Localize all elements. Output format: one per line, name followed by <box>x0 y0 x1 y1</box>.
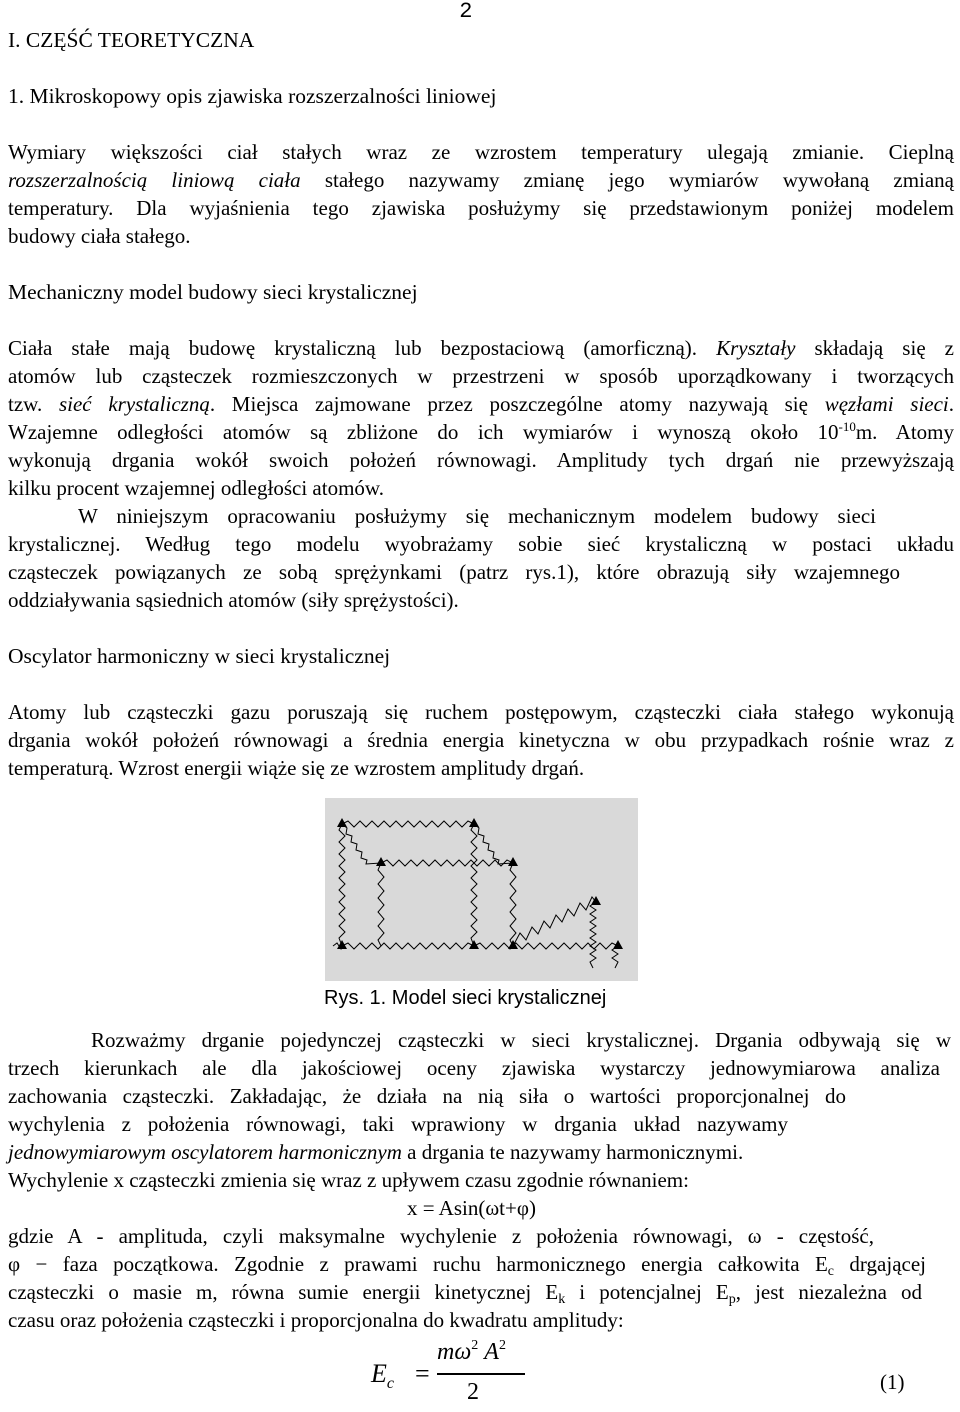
after-line-5: jednowymiarowym oscylatorem harmonicznym a drgania te nazywamy harmonicznymi. <box>8 1140 744 1164</box>
heading-model: Mechaniczny model budowy sieci krystalicznej <box>8 280 418 304</box>
model-line-2: atomów lub cząsteczek rozmieszczonych w przestrzeni w sposób uporządkowany i tworzących <box>8 364 954 388</box>
lattice-atoms <box>337 818 623 949</box>
model-line-8: krystalicznej. Według tego modelu wyobrażamy sobie sieć krystaliczną w postaci układu <box>8 532 954 556</box>
equation-number: (1) <box>880 1370 905 1394</box>
after-line-7: gdzie A - amplituda, czyli maksymalne wychylenie z położenia równowagi, ω - częstość, <box>8 1224 874 1248</box>
oscillator-line-3: temperaturą. Wzrost energii wiąże się ze wzrostem amplitudy drgań. <box>8 756 585 780</box>
intro-line-3: temperatury. Dla wyjaśnienia tego zjawiska posłużymy się przedstawionym poniżej modelem <box>8 196 954 220</box>
after-line-9: cząsteczki o masie m, równa sumie energii kinetycznej $E_k$ i potencjalnej $E_p$, jest niezależna od <box>8 1280 922 1307</box>
equation-denominator: 2 <box>467 1379 479 1405</box>
after-line-8: φ − faza początkowa. Zgodnie z prawami ruchu harmonicznego energia całkowita $E_c$ drgającej <box>8 1252 926 1279</box>
equation-numerator: $m\omega^2$ $A^2$ <box>437 1338 506 1365</box>
after-line-4: wychylenia z położenia równowagi, taki wprawiony w drgania układ nazywamy <box>8 1112 788 1136</box>
model-line-5: wykonują drgania wokół swoich położeń równowagi. Amplitudy tych drgań nie przewyższają <box>8 448 954 472</box>
section-title: I. CZĘŚĆ TEORETYCZNA <box>8 28 255 52</box>
model-line-6: kilku procent wzajemnej odległości atomów. <box>8 476 384 500</box>
figure-caption: Rys. 1. Model sieci krystalicznej <box>324 987 607 1009</box>
after-line-3: zachowania cząsteczki. Zakładając, że działa na nią siła o wartości proporcjonalnej do <box>8 1084 846 1108</box>
intro-line-1: Wymiary większości ciał stałych wraz ze wzrostem temperatury ulegają zmianie. Cieplną <box>8 140 954 164</box>
oscillator-line-2: drgania wokół położeń równowagi a średnia energia kinetyczna w obu przypadkach rośnie wraz z <box>8 728 954 752</box>
model-line-3: tzw. sieć krystaliczną. Miejsca zajmowane przez poszczególne atomy nazywają się węzłami sieci. <box>8 392 955 416</box>
equation-sin: x = Asin(ωt+φ) <box>407 1196 536 1220</box>
heading-oscillator: Oscylator harmoniczny w sieci krystalicznej <box>8 644 391 668</box>
after-line-10: czasu oraz położenia cząsteczki i proporcjonalna do kwadratu amplitudy: <box>8 1308 624 1332</box>
equation-lhs: $E_c$ <box>371 1359 394 1392</box>
equation-energy <box>371 1338 531 1412</box>
intro-line-4: budowy ciała stałego. <box>8 224 191 248</box>
after-line-2: trzech kierunkach ale dla jakościowej oceny zjawiska wystarczy jednowymiarowa analiza <box>8 1056 940 1080</box>
crystal-lattice-figure <box>325 798 638 981</box>
after-line-1: Rozważmy drganie pojedynczej cząsteczki w sieci krystalicznej. Drgania odbywają się w <box>91 1028 951 1052</box>
intro-line-2: rozszerzalnością liniową ciała stałego nazywamy zmianę jego wymiarów wywołaną zmianą <box>8 168 954 192</box>
oscillator-line-1: Atomy lub cząsteczki gazu poruszają się ruchem postępowym, cząsteczki ciała stałego wykonują <box>8 700 954 724</box>
subsection-title: 1. Mikroskopowy opis zjawiska rozszerzalności liniowej <box>8 84 497 108</box>
model-line-7: W niniejszym opracowaniu posłużymy się mechanicznym modelem budowy sieci <box>78 504 876 528</box>
fraction-bar <box>437 1373 525 1375</box>
model-line-10: oddziaływania sąsiednich atomów (siły sprężystości). <box>8 588 459 612</box>
equation-equals: = <box>415 1359 430 1388</box>
after-line-6: Wychylenie x cząsteczki zmienia się wraz z upływem czasu zgodnie równaniem: <box>8 1168 689 1192</box>
model-line-4: Wzajemne odległości atomów są zbliżone do ich wymiarów i wynoszą około $10^{-10}m$. Atomy <box>8 419 954 444</box>
model-line-9: cząsteczek powiązanych ze sobą sprężynkami (patrz rys.1), które obrazują siły wzajemnego <box>8 560 900 584</box>
lattice-drawing <box>325 798 638 981</box>
page-number: 2 <box>446 0 486 24</box>
model-line-1: Ciała stałe mają budowę krystaliczną lub bezpostaciową (amorficzną). Kryształy składają się z <box>8 336 955 360</box>
